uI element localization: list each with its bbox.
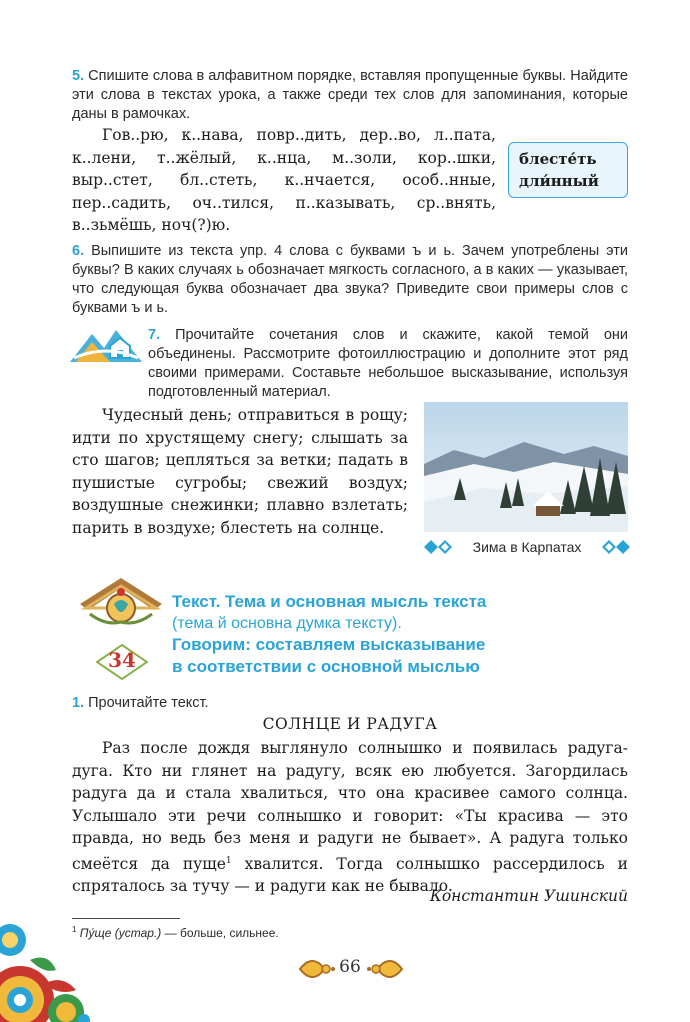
ex5-number: 5.	[72, 68, 85, 84]
vocab-box	[508, 142, 628, 198]
ex1-instruction	[72, 694, 209, 713]
ex6-body: Выпишите из текста упр. 4 слова с буквами ъ и ь. Зачем употреблены эти буквы? В каких случаях ь обозначает мягкость согласного, а в каких — указывает, что следующая буква обозначает два звука? Приведите свои примеры слов с буквами ъ и ь.	[72, 243, 628, 316]
ex7-instruction	[148, 326, 628, 402]
ex5-line: пер..садить, оч..тился, п..казывать, ср..внять,	[72, 193, 496, 212]
photo-caption-row	[424, 537, 630, 557]
story-part-1: Раз после дождя выглянуло солнышко и появилась радуга-дуга. Кто ни глянет на радугу, всяк ею любуется. Загордилась радуга да и стала хвалиться, что она красивее самого солнца. Услышало эти речи солнышко и говорит: «Ты красива — это правда, но ведь без меня и радуги не бывает». А радуга только смеётся да пуще	[72, 739, 628, 873]
ex5-words	[72, 124, 496, 214]
story-text	[72, 737, 628, 898]
lesson-title-ua: (тема й основна думка тексту).	[172, 615, 402, 632]
story-title: СОЛНЦЕ И РАДУГА	[262, 715, 438, 733]
lesson-title-4: в соответствии с основной мыслью	[172, 657, 480, 676]
page-ornament-right-icon	[366, 954, 406, 984]
footnote-word: Пу́ще	[79, 926, 112, 940]
ornament-diamond-icon	[424, 540, 460, 554]
ornament-diamond-icon	[594, 540, 630, 554]
photo-caption: Зима в Карпатах	[472, 538, 582, 555]
ex7-body: Прочитайте сочетания слов и скажите, какой темой они объединены. Рассмотрите фотоиллюстрацию и дополните этот ряд своими примерами. Составьте небольшое высказывание, используя подготовленный материал.	[148, 327, 628, 400]
winter-photo	[424, 402, 628, 532]
ex5-line: Гов..рю, к..нава, повр..дить, дер..во, л..пата,	[102, 126, 496, 144]
ex5-line: к..лени, т..жёлый, к..нца, м..золи, кор..шки,	[72, 148, 496, 167]
story-part-2: хвалится. Тогда солнышко рассердилось и спряталось за тучу — и радуги как не бывало.	[72, 854, 628, 896]
page-number: 66	[339, 957, 361, 977]
corner-ornament-icon	[0, 900, 110, 1022]
ex5-last-line: в..зьмёшь, ноч(?)ю.	[72, 216, 231, 234]
lesson-title-block	[172, 591, 628, 678]
vocab-word: дли́нный	[519, 172, 599, 190]
ex7-phrases: Чудесный день; отправиться в рощу; идти по хрустящему снегу; слышать за сто шагов; цепляться за ветки; падать в пушистые сугробы; свежий воздух; воздушные снежинки; плавно взлетать; парить в воздухе; блестеть на солнце.	[72, 406, 408, 537]
footnote-label: (устар.)	[114, 926, 162, 940]
ex1-instruction-text: Прочитайте текст.	[88, 695, 209, 711]
story-author: Константин Ушинский	[429, 887, 628, 905]
footnote-mark: 1	[72, 925, 77, 934]
ex5-instruction	[72, 67, 628, 124]
ex5-line: выр..стет, бл..стеть, к..нчается, особ..нные,	[72, 171, 496, 189]
lesson-number: 34	[108, 648, 136, 672]
ex1-number: 1.	[72, 695, 85, 711]
ex7-number: 7.	[148, 327, 161, 343]
footnote-ref[interactable]: 1	[225, 855, 232, 866]
lesson-emblem-icon	[76, 574, 166, 646]
lesson-title-3: Говорим: составляем высказывание	[172, 635, 486, 654]
ex6-number: 6.	[72, 243, 85, 259]
footnote-meaning: — больше, сильнее.	[164, 926, 279, 940]
ex5-instruction-text: Спишите слова в алфавитном порядке, вставляя пропущенные буквы. Найдите эти слова в текстах урока, а также среди тех слов для запоминания, которые даны в рамочках.	[72, 68, 628, 122]
ex6-text	[72, 242, 628, 318]
mountain-house-icon	[70, 324, 142, 364]
vocab-word: блесте́ть	[519, 150, 597, 168]
lesson-title-1: Текст. Тема и основная мысль текста	[172, 592, 487, 611]
